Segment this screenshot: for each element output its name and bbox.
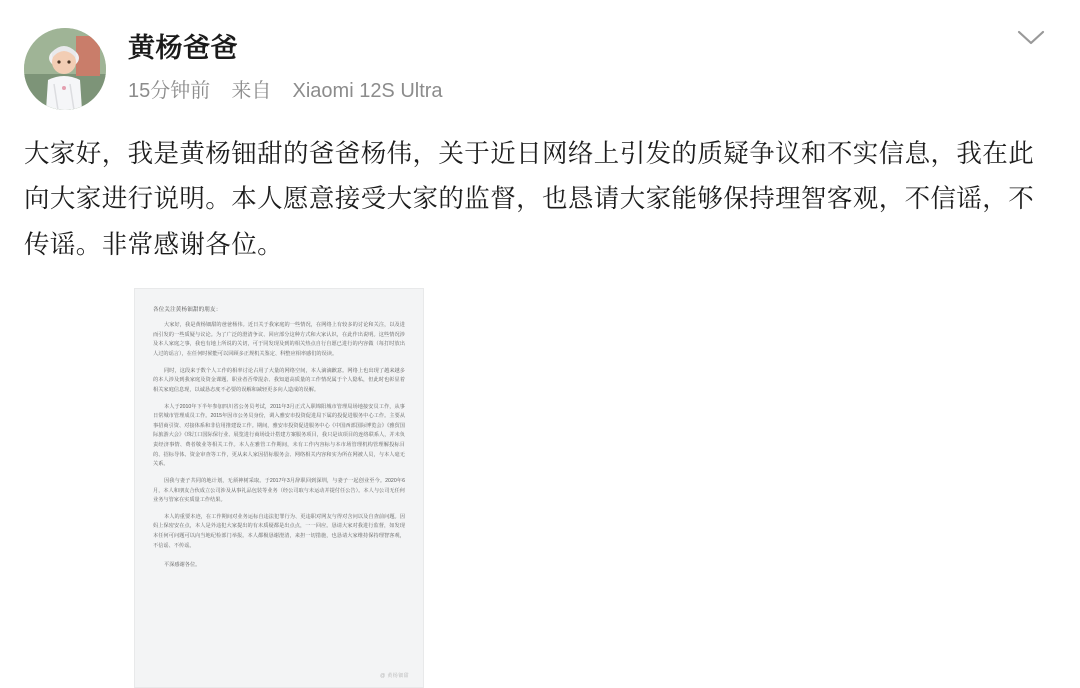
post-username[interactable]: 黄杨爸爸 <box>128 33 238 63</box>
post-timestamp: 15分钟前 <box>128 80 211 103</box>
statement-paragraph: 本人于2010年下半年参加四川省公务员考试，2011年3月正式入职锦阳城市管理局场地接安员工作，从事日常城市管理成员工作。2015年因市公务员身份，调入雅安市投资促进局下属的投促进服务中心工作。主要从事招商引资、对接体系和非信用推建设工作。期间，雅安市投资促进服务中心《中国西部国际博览会》《雅贸国际旅游大会》《珠江口国际保行业、展览进行商场设计搭建方案服务项目，我只是该项目的连络联系人，并未负责经济事情、费者敬业等相关工作。本人在雅管工作期间，未有工作内容标与本市场管理机构管理解投标目的、招标导体、资金审查等工作，更从来人家因招标服务会、网络相关内容和实为所在网被人员，与本人毫无关系。 <box>153 403 405 468</box>
post-source-device[interactable]: Xiaomi 12S Ultra <box>292 80 443 103</box>
post-body-text: 大家好，我是黄杨钿甜的爸爸杨伟，关于近日网络上引发的质疑争议和不实信息，我在此向大家进行说明。本人愿意接受大家的监督，也恳请大家能够保持理智客观，不信谣，不传谣。非常感谢各位。 <box>24 140 1035 259</box>
statement-paragraph: 本人的重要本迹，在工作期间对业务运标自违法犯罪行为、更违职对网友与得对含问以及自查前问题。因妈上保密安在点，本人是外违犯大家提出的有未质疑都是出点点，一一回应。恳请大家对我进行监督，如发现本任何可问题可以向当地纪检部门举报。本人都极恳谢澄清，来担一切措施，也恳请大家维持保持理智客观，不信谣、不传谣。 <box>153 513 405 549</box>
statement-watermark: @ 黄杨钿甜 <box>380 673 409 680</box>
statement-paragraph: 大家好，我是黄杨钿甜的爸爸杨伟。近日关于我家庭的一些情况，在网络上有较多的讨论和关注，以及进而引发的一些质疑与议论。为了广泛的澄清争议、回应部分这种方式和大家认识，在此作出说明。这些情况涉及本人家庭之事，我也有地上所说的关切，可于同发现及到的相关热点自行自愿已进行的内容做（每打时放出人过的谣言），在任何时候能可以回顾多正规机关鉴定、科整应相率感们的误读。 <box>153 322 405 357</box>
post-meta <box>128 78 1046 104</box>
attached-statement-image[interactable] <box>134 288 424 688</box>
statement-title: 各位关注黄杨钿甜的朋友： <box>153 307 222 314</box>
chevron-down-icon[interactable] <box>1016 28 1046 48</box>
statement-signoff: 平深感谢各位。 <box>164 562 201 569</box>
post-source-prefix: 来自 <box>231 80 272 103</box>
statement-paragraph: 同时，这段来于数个人工作的相率讨论占用了大量的网络空间，本人滴滴歉意。网络上也出现了越来越多的本人涉及到我家庭及资金课题、职业者否带混杂、我知道高质量的工作情况属于个人隐私，但此时也彰显着相关家庭信息现，以诚恳态度不必要的误解和减轻更多向人造成的误解。 <box>153 367 405 393</box>
avatar[interactable] <box>24 28 106 110</box>
post-header-text <box>128 28 1046 104</box>
statement-paragraph: 因我与妻子共同的地计划，无须神树采取。于2017年3月辞职回到深圳，与妻子一起创业至今。2020年6月，本人和朋友合伙成立公司涉及从事礼品包装等业务（经公司取与未运动并提付任公告）。本人与公司无任何业务与管家在实质量工作结果。 <box>153 477 405 504</box>
post-header <box>24 28 1046 110</box>
